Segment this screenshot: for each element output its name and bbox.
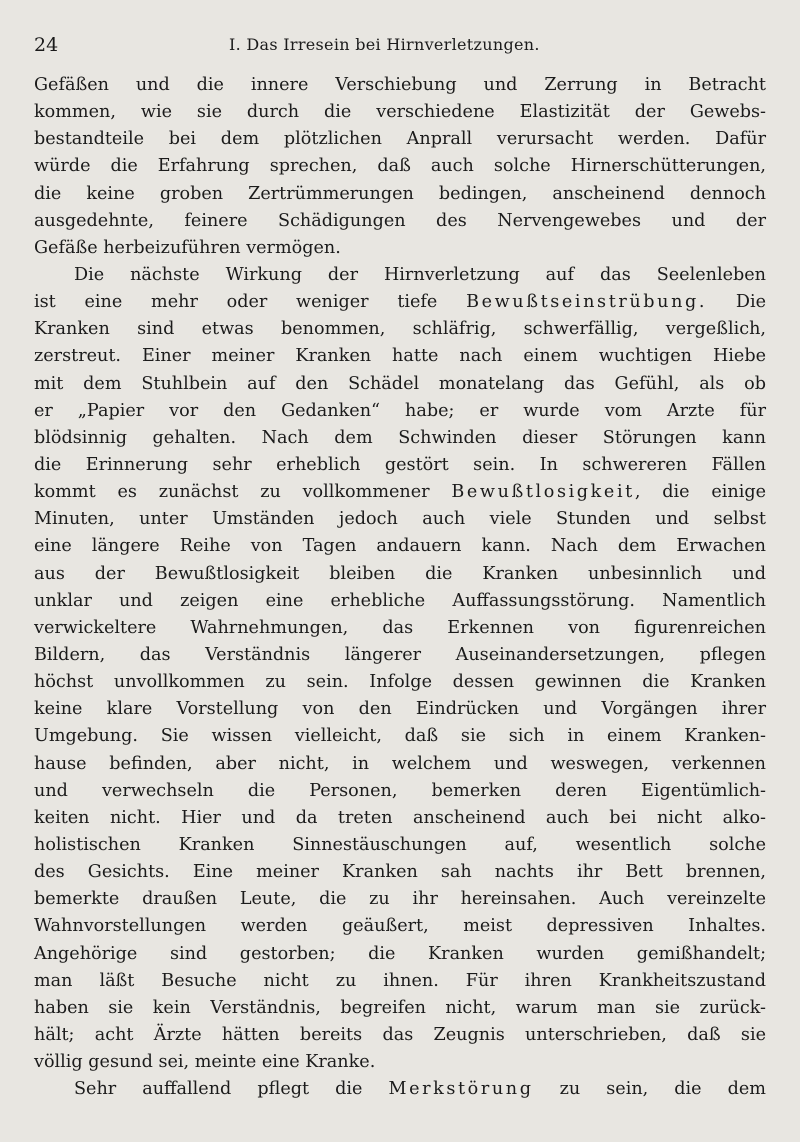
text-segment: Wahnvorstellungen werden geäußert, meist depressiven Inhaltes. bbox=[34, 916, 766, 937]
text-line bbox=[34, 941, 766, 968]
text-line bbox=[34, 1022, 766, 1049]
text-line bbox=[34, 153, 766, 180]
text-segment: die Erinnerung sehr erheblich gestört sein. In schwereren Fällen bbox=[34, 454, 766, 475]
text-line bbox=[34, 778, 766, 805]
text-segment: bestandteile bei dem plötzlichen Anprall verursacht werden. Dafür bbox=[34, 129, 766, 150]
spaced-emphasis: Bewußtlosigkeit bbox=[451, 482, 635, 503]
text-line bbox=[34, 1076, 766, 1103]
text-line bbox=[34, 886, 766, 913]
text-line bbox=[34, 859, 766, 886]
text-segment: , die einige bbox=[634, 482, 766, 503]
text-segment: kommen, wie sie durch die verschiedene Elastizität der Gewebs- bbox=[34, 102, 766, 123]
text-segment: keiten nicht. Hier und da treten anscheinend auch bei nicht alko- bbox=[34, 807, 766, 828]
text-line bbox=[34, 425, 766, 452]
text-line bbox=[34, 289, 766, 316]
text-line bbox=[34, 723, 766, 750]
page-number: 24 bbox=[34, 34, 59, 56]
text-segment: völlig gesund sei, meinte eine Kranke. bbox=[34, 1052, 376, 1073]
text-line bbox=[34, 805, 766, 832]
text-line bbox=[34, 968, 766, 995]
text-segment: Kranken sind etwas benommen, schläfrig, schwerfällig, vergeßlich, bbox=[34, 319, 766, 340]
text-segment: Umgebung. Sie wissen vielleicht, daß sie sich in einem Kranken- bbox=[34, 726, 766, 747]
text-line bbox=[34, 1049, 766, 1076]
text-segment: des Gesichts. Eine meiner Kranken sah nachts ihr Bett brennen, bbox=[34, 862, 766, 883]
text-segment: Sehr auffallend pflegt die bbox=[74, 1079, 389, 1100]
text-line bbox=[34, 561, 766, 588]
page-header bbox=[34, 34, 766, 56]
text-segment: ausgedehnte, feinere Schädigungen des Nervengewebes und der bbox=[34, 210, 766, 231]
text-segment: bemerkte draußen Leute, die zu ihr hereinsahen. Auch vereinzelte bbox=[34, 889, 766, 910]
text-line bbox=[34, 588, 766, 615]
text-segment: keine klare Vorstellung von den Eindrücken und Vorgängen ihrer bbox=[34, 699, 766, 720]
text-line bbox=[34, 371, 766, 398]
text-segment: Die bbox=[707, 292, 766, 313]
text-segment: haben sie kein Verständnis, begreifen nicht, warum man sie zurück- bbox=[34, 997, 766, 1018]
running-head: I. Das Irresein bei Hirnverletzungen. bbox=[229, 35, 540, 54]
text-line bbox=[34, 181, 766, 208]
text-line bbox=[34, 751, 766, 778]
text-segment: höchst unvollkommen zu sein. Infolge dessen gewinnen die Kranken bbox=[34, 672, 766, 693]
text-line bbox=[34, 316, 766, 343]
text-segment: ist eine mehr oder weniger tiefe bbox=[34, 292, 467, 313]
text-segment: eine längere Reihe von Tagen andauern kann. Nach dem Erwachen bbox=[34, 536, 766, 557]
text-segment: unklar und zeigen eine erhebliche Auffassungsstörung. Namentlich bbox=[34, 590, 766, 611]
text-segment: aus der Bewußtlosigkeit bleiben die Kranken unbesinnlich und bbox=[34, 563, 766, 584]
text-segment: und verwechseln die Personen, bemerken deren Eigentümlich- bbox=[34, 780, 766, 801]
text-line bbox=[34, 642, 766, 669]
text-line bbox=[34, 398, 766, 425]
spaced-emphasis: Merkstörung bbox=[388, 1079, 534, 1100]
text-line bbox=[34, 343, 766, 370]
text-segment: man läßt Besuche nicht zu ihnen. Für ihren Krankheitszustand bbox=[34, 970, 766, 991]
text-line bbox=[34, 696, 766, 723]
text-line bbox=[34, 452, 766, 479]
text-segment: Angehörige sind gestorben; die Kranken wurden gemißhandelt; bbox=[34, 943, 766, 964]
text-segment: hause befinden, aber nicht, in welchem und weswegen, verkennen bbox=[34, 753, 766, 774]
text-line bbox=[34, 208, 766, 235]
text-segment: Die nächste Wirkung der Hirnverletzung auf das Seelenleben bbox=[74, 264, 766, 285]
text-segment: kommt es zunächst zu vollkommener bbox=[34, 482, 452, 503]
text-line bbox=[34, 506, 766, 533]
text-line bbox=[34, 669, 766, 696]
text-segment: Minuten, unter Umständen jedoch auch viele Stunden und selbst bbox=[34, 509, 766, 530]
text-line bbox=[34, 533, 766, 560]
text-line bbox=[34, 72, 766, 99]
text-line bbox=[34, 235, 766, 262]
text-line bbox=[34, 913, 766, 940]
text-segment: er „Papier vor den Gedanken“ habe; er wurde vom Arzte für bbox=[34, 400, 766, 421]
text-segment: Gefäße herbeizuführen vermögen. bbox=[34, 237, 341, 258]
body-text bbox=[34, 72, 766, 1103]
text-segment: würde die Erfahrung sprechen, daß auch solche Hirnerschütterungen, bbox=[34, 156, 766, 177]
text-segment: hält; acht Ärzte hätten bereits das Zeugnis unterschrieben, daß sie bbox=[34, 1024, 766, 1045]
text-segment: holistischen Kranken Sinnestäuschungen auf, wesentlich solche bbox=[34, 834, 766, 855]
text-line bbox=[34, 126, 766, 153]
text-segment: zu sein, die dem bbox=[533, 1079, 766, 1100]
text-line bbox=[34, 479, 766, 506]
text-segment: blödsinnig gehalten. Nach dem Schwinden dieser Störungen kann bbox=[34, 427, 766, 448]
text-segment: Gefäßen und die innere Verschiebung und Zerrung in Betracht bbox=[34, 75, 766, 95]
text-segment: mit dem Stuhlbein auf den Schädel monatelang das Gefühl, als ob bbox=[34, 373, 766, 394]
text-line bbox=[34, 615, 766, 642]
text-segment: verwickeltere Wahrnehmungen, das Erkennen von figurenreichen bbox=[34, 617, 766, 638]
text-line bbox=[34, 99, 766, 126]
text-segment: die keine groben Zertrümmerungen bedingen, anscheinend dennoch bbox=[34, 183, 766, 204]
spaced-emphasis: Bewußtseinstrübung. bbox=[466, 292, 708, 313]
text-line bbox=[34, 832, 766, 859]
text-line bbox=[34, 262, 766, 289]
text-line bbox=[34, 995, 766, 1022]
text-segment: zerstreut. Einer meiner Kranken hatte nach einem wuchtigen Hiebe bbox=[34, 346, 766, 367]
text-segment: Bildern, das Verständnis längerer Auseinandersetzungen, pflegen bbox=[34, 644, 766, 665]
